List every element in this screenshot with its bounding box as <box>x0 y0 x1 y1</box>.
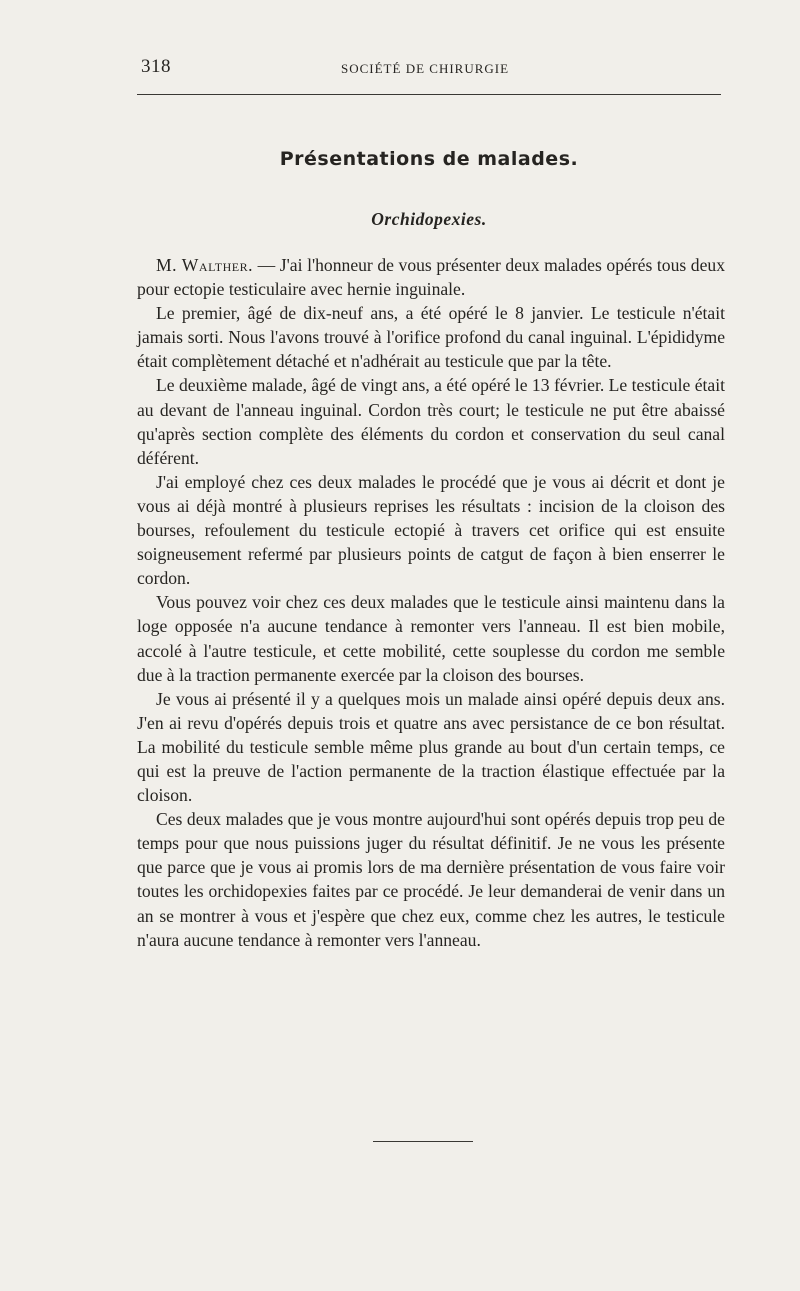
paragraph: Le premier, âgé de dix-neuf ans, a été opéré le 8 janvier. Le testicule n'était jamais sorti. Nous l'avons trouvé à l'orifice profond du canal inguinal. L'épididyme était complètement détaché et n'adhérait au testicule que par la tête. <box>137 303 725 372</box>
paragraph: J'ai employé chez ces deux malades le procédé que je vous ai décrit et dont je vous ai déjà montré à plusieurs reprises les résultats : incision de la cloison des bourses, refoulement du testicule ectopié à travers cet orifice qui est ensuite soigneusement refermé par plusieurs points de catgut de façon à bien enserrer le cordon. <box>137 471 725 589</box>
running-head: SOCIÉTÉ DE CHIRURGIE <box>341 61 510 76</box>
page-number: 318 <box>141 56 171 77</box>
paragraph-text: — J'ai l'honneur de vous présenter deux malades opérés tous deux pour ectopie testiculaire avec hernie inguinale. <box>137 255 725 300</box>
section-title: Présentations de malades. <box>279 148 579 170</box>
paragraph <box>137 253 725 301</box>
paragraph: Ces deux malades que je vous montre aujourd'hui sont opérés depuis trop peu de temps pour que nous puissions juger du résultat définitif. Je ne vous les présente que parce que je vous ai promis lors de ma dernière présentation de vous faire voir toutes les orchidopexies faites par ce procédé. Je leur demanderai de venir dans un an se montrer à vous et j'espère que chez eux, comme chez les autres, le testicule n'aura aucune tendance à remonter vers l'anneau. <box>137 809 725 950</box>
body-text <box>137 253 725 952</box>
paragraph: Le deuxième malade, âgé de vingt ans, a été opéré le 13 février. Le testicule était au devant de l'anneau inguinal. Cordon très court; le testicule ne put être abaissé qu'après section complète des éléments du cordon et conservation du seul canal déférent. <box>137 375 725 468</box>
page-header <box>137 56 721 80</box>
paragraph: Je vous ai présenté il y a quelques mois un malade ainsi opéré depuis deux ans. J'en ai revu d'opérés depuis trois et quatre ans avec persistance de ce bon résultat. La mobilité du testicule semble même plus grande au bout d'un certain temps, ce qui est la preuve de l'action permanente de la traction élastique effectuée par la cloison. <box>137 688 725 806</box>
section-subtitle: Orchidopexies. <box>371 209 487 229</box>
header-rule <box>137 94 721 95</box>
end-rule <box>373 1141 473 1142</box>
speaker-name: M. Walther. <box>156 255 254 275</box>
paragraph: Vous pouvez voir chez ces deux malades que le testicule ainsi maintenu dans la loge opposée n'a aucune tendance à remonter vers l'anneau. Il est bien mobile, accolé à l'autre testicule, et cette mobilité, cette souplesse du cordon me semble due à la traction permanente exercée par la cloison des bourses. <box>137 592 725 685</box>
